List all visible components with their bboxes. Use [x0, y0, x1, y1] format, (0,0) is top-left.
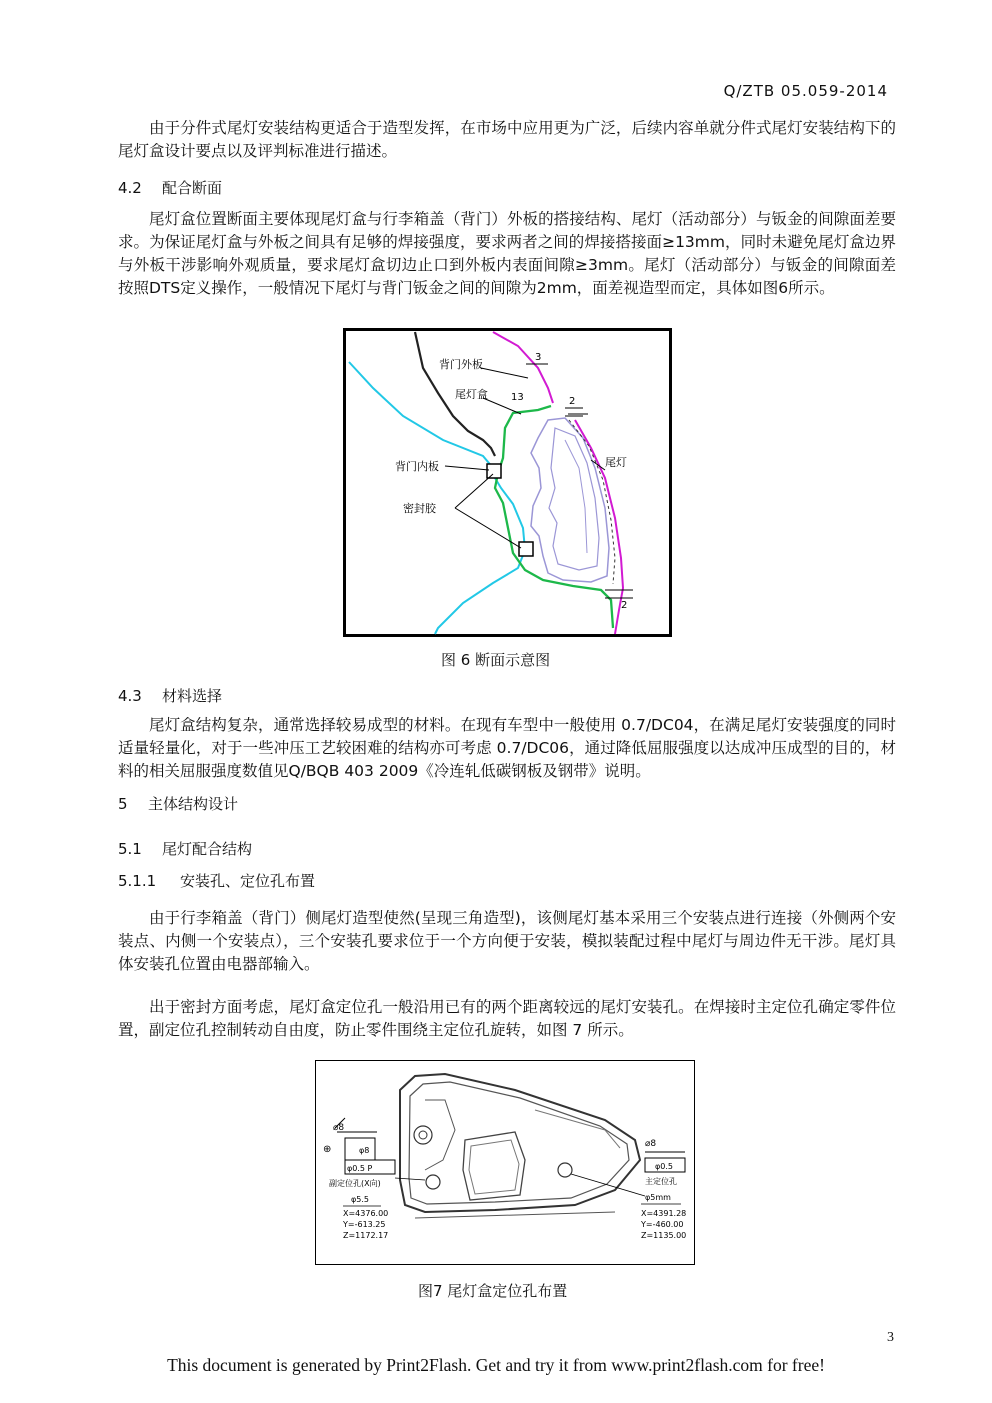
left-sub: φ5.5	[351, 1195, 369, 1204]
label-taillight: 尾灯	[605, 456, 627, 469]
heading-number: 4.3	[118, 687, 142, 705]
heading-4-3	[118, 685, 222, 706]
dim-bottom: 2	[621, 600, 628, 611]
dim-3: 3	[535, 352, 542, 363]
heading-5-1-1	[118, 870, 315, 891]
label-lamp-box: 尾灯盒	[455, 388, 488, 401]
right-coord-y: Y=-460.00	[641, 1220, 684, 1229]
left-desc: 副定位孔(X向)	[329, 1179, 381, 1188]
section-4-2-paragraph: 尾灯盒位置断面主要体现尾灯盒与行李箱盖（背门）外板的搭接结构、尾灯（活动部分）与钣金的间隙面差要求。为保证尾灯盒与外板之间具有足够的焊接强度，要求两者之间的焊接搭接面≥13mm，同时未避免尾灯盒边界与外板干涉影响外观质量，要求尾灯盒切边止口到外板内表面间隙≥3mm。尾灯（活动部分）与钣金的间隙面差按照DTS定义操作，一般情况下尾灯与背门钣金之间的间隙为2mm，面差视造型而定，具体如图6所示。	[118, 210, 896, 297]
label-inner-panel: 背门内板	[395, 460, 439, 473]
section-5-1-1-paragraph-a: 由于行李箱盖（背门）侧尾灯造型使然(呈现三角造型)，该侧尾灯基本采用三个安装点进行连接（外侧两个安装点、内侧一个安装点），三个安装孔要求位于一个方向便于安装，模拟装配过程中尾灯与周边件无干涉。尾灯具体安装孔位置由电器部输入。	[118, 909, 896, 973]
section-5-1-1-paragraph-b: 出于密封方面考虑，尾灯盒定位孔一般沿用已有的两个距离较远的尾灯安装孔。在焊接时主定位孔确定零件位置，副定位孔控制转动自由度，防止零件围绕主定位孔旋转，如图 7 所示。	[118, 998, 896, 1039]
heading-title: 配合断面	[162, 179, 223, 197]
heading-number: 5.1	[118, 840, 142, 858]
label-outer-panel: 背门外板	[439, 358, 483, 371]
dim-13: 13	[511, 392, 524, 403]
heading-title: 材料选择	[162, 687, 223, 705]
figure-7	[315, 1060, 695, 1269]
dim-2: 2	[569, 396, 576, 407]
right-sub: φ5mm	[645, 1193, 671, 1202]
figure-6-caption: 图 6 断面示意图	[441, 651, 551, 669]
left-coord-x: X=4376.00	[343, 1209, 389, 1218]
page-number: 3	[887, 1330, 894, 1345]
figure-6	[343, 328, 673, 642]
left-coord-z: Z=1172.17	[343, 1231, 389, 1240]
left-row1: φ8	[359, 1146, 370, 1155]
document-code: Q/ZTB 05.059-2014	[723, 82, 888, 100]
label-sealant: 密封胶	[403, 502, 436, 515]
right-coord-x: X=4391.28	[641, 1209, 687, 1218]
heading-title: 主体结构设计	[148, 795, 239, 813]
right-coord-z: Z=1135.00	[641, 1231, 687, 1240]
left-tag: ⌀8	[333, 1123, 345, 1133]
heading-number: 5	[118, 795, 128, 813]
right-tag: ⌀8	[645, 1139, 657, 1149]
footer-notice: This document is generated by Print2Flash. Get and try it from www.print2flash.com for free!	[167, 1355, 825, 1375]
figure-7-caption: 图7 尾灯盒定位孔布置	[418, 1282, 568, 1300]
heading-5	[118, 793, 238, 814]
heading-number: 5.1.1	[118, 872, 157, 890]
heading-4-2	[118, 177, 222, 198]
heading-number: 4.2	[118, 179, 142, 197]
section-diagram	[343, 328, 673, 638]
left-row2: φ0.5 P	[347, 1164, 373, 1173]
section-4-3-paragraph: 尾灯盒结构复杂，通常选择较易成型的材料。在现有车型中一般使用 0.7/DC04，在满足尾灯安装强度的同时适量轻量化，对于一些冲压工艺较困难的结构亦可考虑 0.7/DC06，通过降低屈服强度以达成冲压成型的目的，材料的相关屈服强度数值见Q/BQB 403 2009《冷连轧低碳钢板及钢带》说明。	[118, 716, 896, 780]
locating-hole-diagram	[315, 1060, 695, 1265]
right-desc: 主定位孔	[645, 1177, 677, 1186]
intro-paragraph: 由于分件式尾灯安装结构更适合于造型发挥，在市场中应用更为广泛，后续内容单就分件式尾灯安装结构下的尾灯盒设计要点以及评判标准进行描述。	[118, 119, 896, 160]
right-row1: φ0.5	[655, 1162, 673, 1171]
left-coord-y: Y=-613.25	[343, 1220, 386, 1229]
heading-title: 尾灯配合结构	[162, 840, 253, 858]
heading-title: 安装孔、定位孔布置	[180, 872, 316, 890]
left-arrow-icon: ⊕	[323, 1144, 332, 1155]
heading-5-1	[118, 838, 252, 859]
